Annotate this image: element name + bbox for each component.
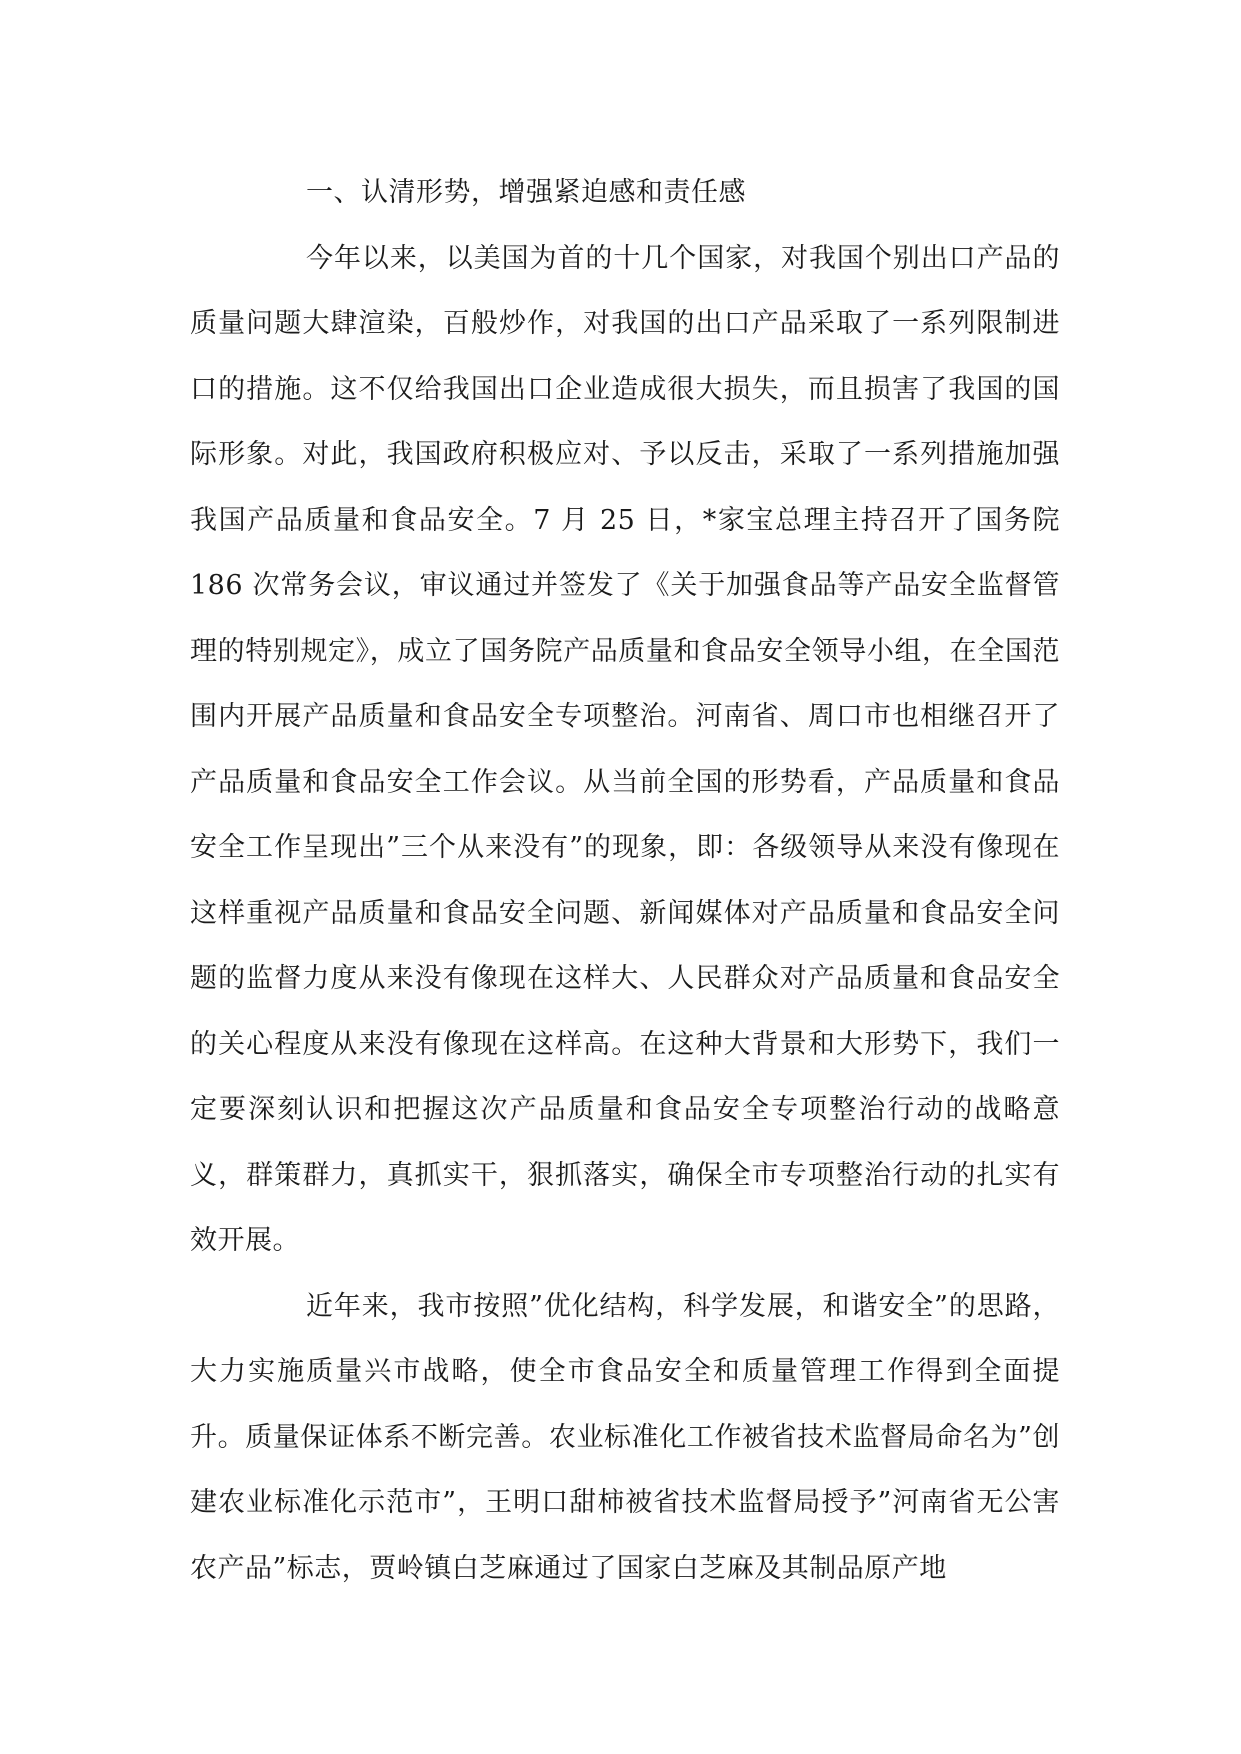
- paragraph-situation: 今年以来，以美国为首的十几个国家，对我国个别出口产品的质量问题大肆渲染，百般炒作，对我国的出口产品采取了一系列限制进口的措施。这不仅给我国出口企业造成很大损失，而且损害了我国的国际形象。对此，我国政府积极应对、予以反击，采取了一系列措施加强我国产品质量和食品安全。7 月 25 日，*家宝总理主持召开了国务院 186 次常务会议，审议通过并签发了《关于加强食品等产品安全监督管理的特别规定》，成立了国务院产品质量和食品安全领导小组，在全国范围内开展产品质量和食品安全专项整治。河南省、周口市也相继召开了产品质量和食品安全工作会议。从当前全国的形势看，产品质量和食品安全工作呈现出”三个从来没有”的现象，即：各级领导从来没有像现在这样重视产品质量和食品安全问题、新闻媒体对产品质量和食品安全问题的监督力度从来没有像现在这样大、人民群众对产品质量和食品安全的关心程度从来没有像现在这样高。在这种大背景和大形势下，我们一定要深刻认识和把握这次产品质量和食品安全专项整治行动的战略意义，群策群力，真抓实干，狠抓落实，确保全市专项整治行动的扎实有效开展。: [190, 242, 1060, 1256]
- section-heading: 一、认清形势，增强紧迫感和责任感: [306, 177, 746, 208]
- paragraph-achievements: 近年来，我市按照”优化结构，科学发展，和谐安全”的思路，大力实施质量兴市战略，使全市食品安全和质量管理工作得到全面提升。质量保证体系不断完善。农业标准化工作被省技术监督局命名为”创建农业标准化示范市”，王明口甜柿被省技术监督局授予”河南省无公害农产品”标志，贾岭镇白芝麻通过了国家白芝麻及其制品原产地: [190, 1290, 1060, 1584]
- document-body: [190, 160, 1060, 1601]
